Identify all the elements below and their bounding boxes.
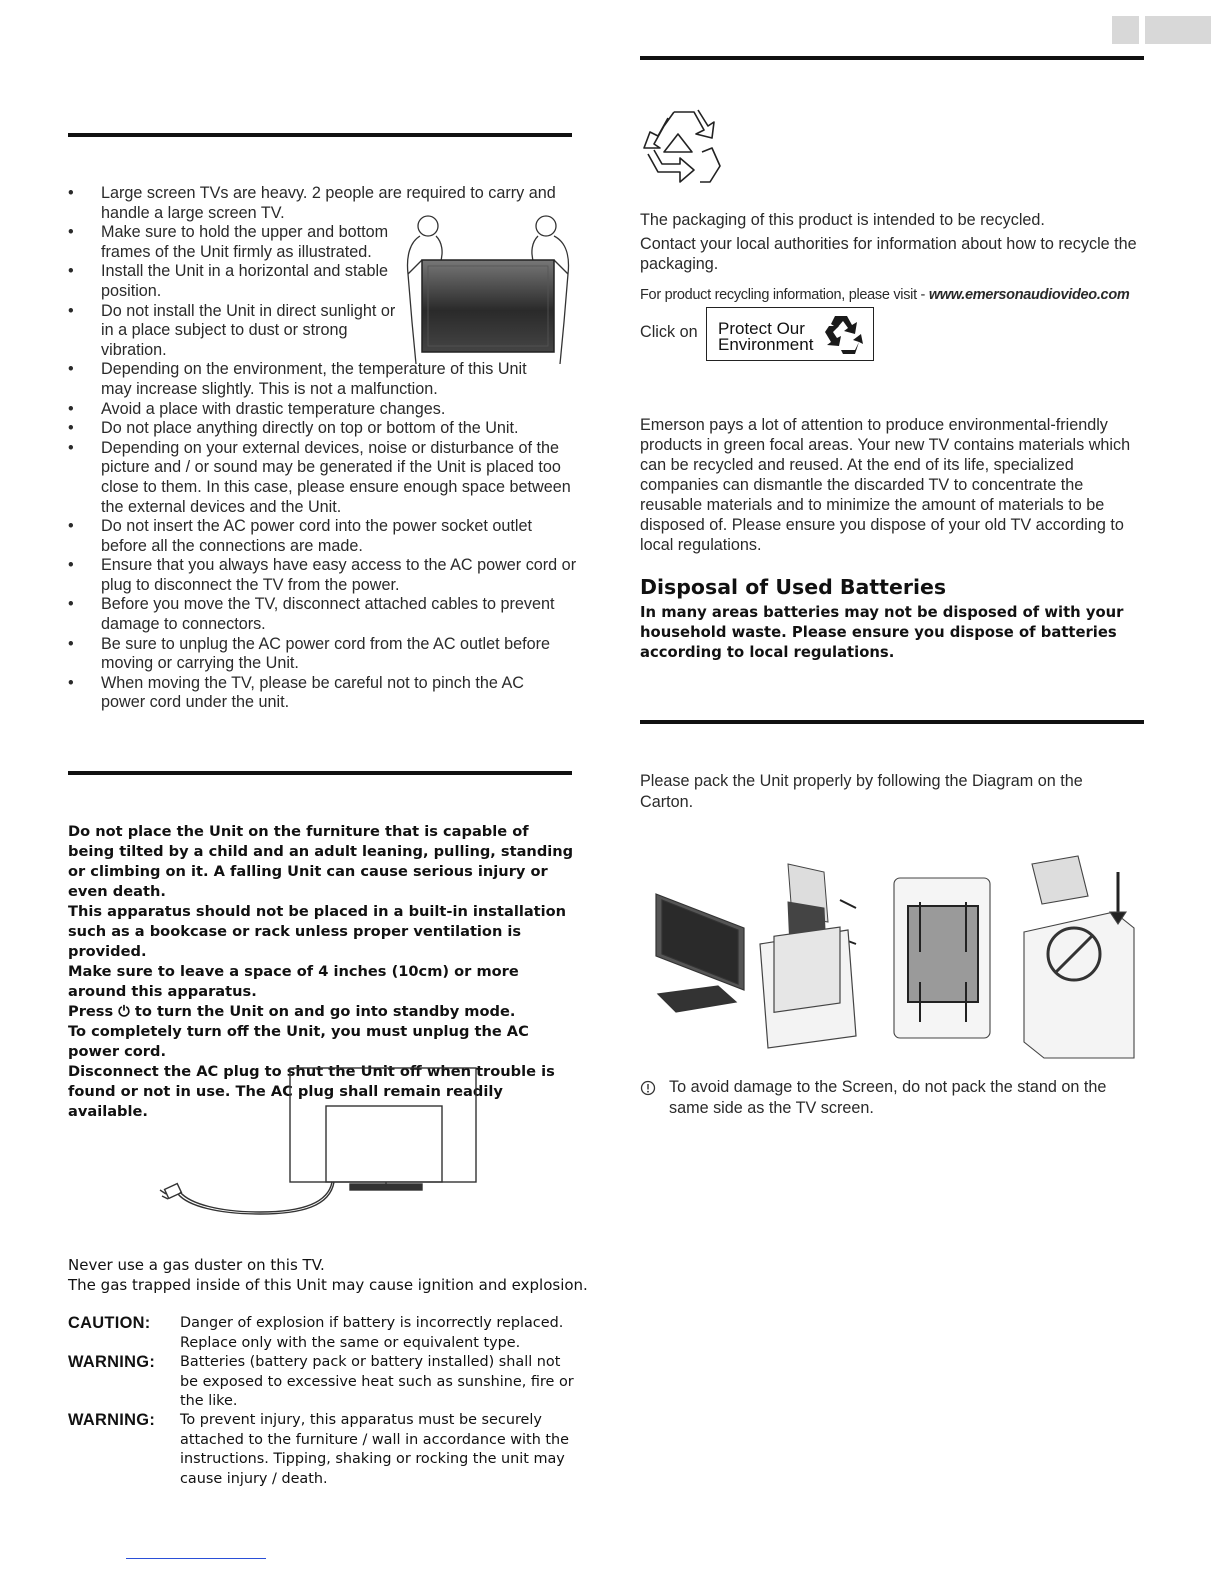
warning-text: Batteries (battery pack or battery installed) shall not be exposed to excessive heat such as sunshine, fire or the like.	[180, 1354, 574, 1409]
bullet-item: • Depending on your external devices, noise or disturbance of the picture and / or sound may be generated if the Unit is placed too close to them. In this case, please ensure enough space between the external devices and the Unit.	[68, 439, 581, 517]
packing-diagram-illustration	[648, 842, 1148, 1062]
warning-label: WARNING:	[68, 1353, 156, 1371]
safety-line: Press ⏻ to turn the Unit on and go into standby mode.	[68, 1003, 516, 1020]
recycle-paragraph-1: The packaging of this product is intended to be recycled.	[640, 211, 1045, 229]
pack-note-text: To avoid damage to the Screen, do not pack the stand on the same side as the TV screen.	[669, 1078, 1107, 1117]
section-rule-left-top	[68, 133, 572, 137]
recycle-visit-text: For product recycling information, please visit -	[640, 287, 929, 303]
safety-line: Do not place the Unit on the furniture that is capable of being tilted by a child and an adult leaning, pulling, standing or climbing on it. A falling Unit can cause serious injury or even death.	[68, 823, 574, 900]
tv-power-cord-illustration	[150, 1064, 480, 1224]
click-on-label: Click on	[640, 323, 698, 341]
bullet-item: • Do not install the Unit in direct sunlight or in a place subject to dust or strong vibration.	[68, 302, 406, 361]
recycle-url-link[interactable]: www.emersonaudiovideo.com	[928, 287, 1130, 303]
emerson-environment-paragraph: Emerson pays a lot of attention to produce environmental-friendly products in green focal areas. Your new TV contains materials which can be recycled and reused. At the end of its life, specialized companies can dismantle the discarded TV to concentrate the reusable materials and to minimize the amount of materials to be disposed of. Please ensure you dispose of your old TV according to local regulations.	[640, 416, 1131, 554]
safety-line: Make sure to leave a space of 4 inches (10cm) or more around this apparatus.	[68, 963, 519, 1000]
caution-text: Danger of explosion if battery is incorrectly replaced. Replace only with the same or equivalent type.	[180, 1315, 564, 1351]
header-tab-2	[1145, 16, 1211, 44]
bullet-item: • Install the Unit in a horizontal and stable position.	[68, 262, 406, 301]
bullet-item: • Before you move the TV, disconnect attached cables to prevent damage to connectors.	[68, 595, 578, 634]
safety-line: To completely turn off the Unit, you must unplug the AC power cord.	[68, 1023, 529, 1060]
recycle-icon	[640, 108, 728, 188]
bullet-item: • Depending on the environment, the temperature of this Unit may increase slightly. This is not a malfunction.	[68, 360, 561, 399]
recycle-badge-icon	[819, 312, 865, 358]
bullet-item: • When moving the TV, please be careful not to pinch the AC power cord under the unit.	[68, 674, 571, 713]
note-icon	[640, 1080, 656, 1096]
bullet-item: • Large screen TVs are heavy. 2 people are required to carry and handle a large screen TV.	[68, 184, 578, 223]
warning-row	[68, 1411, 588, 1491]
warning-row	[68, 1353, 588, 1411]
caution-label: CAUTION:	[68, 1314, 151, 1332]
two-people-carrying-tv-illustration	[398, 212, 578, 370]
pack-instructions: Please pack the Unit properly by following the Diagram on the Carton.	[640, 772, 1083, 811]
header-tab-1	[1112, 16, 1139, 44]
batteries-heading: Disposal of Used Batteries	[640, 575, 947, 599]
safety-line: Disconnect the AC plug to shut the Unit off when trouble is found or not in use. The AC plug shall remain readily available.	[68, 1063, 555, 1120]
gas-duster-warning	[68, 1255, 588, 1295]
recycle-paragraph-2: Contact your local authorities for information about how to recycle the packaging.	[640, 235, 1137, 273]
gas-line: The gas trapped inside of this Unit may cause ignition and explosion.	[68, 1276, 588, 1294]
protect-our-environment-button[interactable]	[706, 307, 874, 361]
protect-line-2: Environment	[718, 335, 814, 354]
section-rule-right-top	[640, 56, 1144, 60]
footer-link-underline	[126, 1558, 266, 1559]
caution-row	[68, 1314, 588, 1354]
bullet-item: • Do not place anything directly on top or bottom of the Unit.	[68, 419, 578, 439]
bullet-item: • Be sure to unplug the AC power cord from the AC outlet before moving or carrying the Unit.	[68, 635, 571, 674]
bullet-item: • Ensure that you always have easy access to the AC power cord or plug to disconnect the TV from the power.	[68, 556, 578, 595]
warning-text: To prevent injury, this apparatus must be securely attached to the furniture / wall in accordance with the instructions. Tipping, shaking or rocking the unit may cause injury / death.	[180, 1412, 570, 1487]
safety-line: This apparatus should not be placed in a built-in installation such as a bookcase or rack unless proper ventilation is provided.	[68, 903, 567, 960]
batteries-paragraph: In many areas batteries may not be disposed of with your household waste. Please ensure you dispose of batteries according to local regulations.	[640, 604, 1124, 661]
recycle-visit-line	[640, 285, 1160, 305]
protect-line-1: Protect Our	[718, 319, 805, 338]
gas-line: Never use a gas duster on this TV.	[68, 1256, 325, 1274]
bullet-item: • Avoid a place with drastic temperature changes.	[68, 400, 578, 420]
section-rule-right-middle	[640, 720, 1144, 724]
bullet-item: • Make sure to hold the upper and bottom frames of the Unit firmly as illustrated.	[68, 223, 406, 262]
section-rule-left-middle	[68, 771, 572, 775]
bullet-item: • Do not insert the AC power cord into the power socket outlet before all the connections are made.	[68, 517, 578, 556]
warning-label: WARNING:	[68, 1411, 156, 1429]
